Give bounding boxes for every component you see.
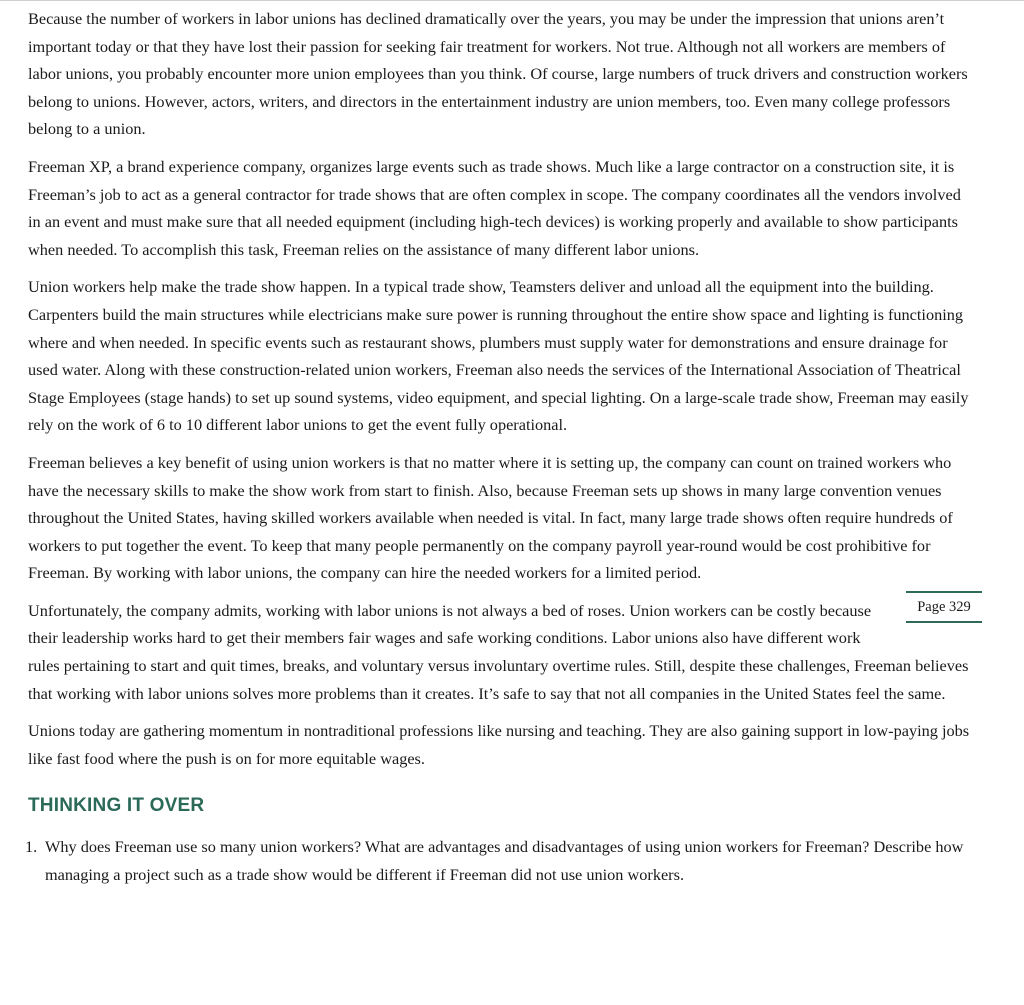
- paragraph-challenges: [28, 597, 976, 707]
- question-text: Why does Freeman use so many union workers? What are advantages and disadvantages of using union workers for Freeman? Describe how managing a project such as a trade show would be different if Freeman did not use union workers.: [45, 837, 964, 885]
- paragraph-intro: Because the number of workers in labor unions has declined dramatically over the years, you may be under the impression that unions aren’t important today or that they have lost their passion for seeking fair treatment for workers. Not true. Although not all workers are members of labor unions, you probably encounter more union employees than you think. Of course, large numbers of truck drivers and construction workers belong to unions. However, actors, writers, and directors in the entertainment industry are union members, too. Even many college professors belong to a union.: [28, 9, 968, 139]
- paragraph-key-benefit: Freeman believes a key benefit of using union workers is that no matter where it is setting up, the company can count on trained workers who have the necessary skills to make the show work from start to finish. Also, because Freeman sets up shows in many large convention venues throughout the United States, having skilled workers available when needed is vital. In fact, many large trade shows often require hundreds of workers to put together the event. To keep that many people permanently on the company payroll year-round would be cost prohibitive for Freeman. By working with labor unions, the company can hire the needed workers for a limited period.: [28, 452, 953, 583]
- question-number: 1.: [25, 837, 38, 857]
- section-heading: THINKING IT OVER: [28, 795, 205, 817]
- top-divider: [0, 0, 1024, 1]
- paragraph-freeman-xp: Freeman XP, a brand experience company, organizes large events such as trade shows. Much like a large contractor on a construction site, it is Freeman’s job to act as a general contractor for trade shows that are often complex in scope. The company coordinates all the vendors involved in an event and must make sure that all needed equipment (including high-tech devices) is working properly and available to show participants when needed. To accomplish this task, Freeman relies on the assistance of many different labor unions.: [28, 156, 961, 259]
- question-item: [25, 833, 976, 888]
- page-number-marker: Page 329: [906, 591, 982, 623]
- paragraph-union-workers: Union workers help make the trade show happen. In a typical trade show, Teamsters deliver and unload all the equipment into the building. Carpenters build the main structures while electricians make sure power is running throughout the entire show space and lighting is functioning where and when needed. In specific events such as restaurant shows, plumbers must supply water for demonstrations and ensure drainage for used water. Along with these construction-related union workers, Freeman also needs the services of the International Association of Theatrical Stage Employees (stage hands) to set up sound systems, video equipment, and special lighting. On a large-scale trade show, Freeman may easily rely on the work of 6 to 10 different labor unions to get the event fully operational.: [28, 277, 969, 435]
- paragraph-challenges-text: Unfortunately, the company admits, working with labor unions is not always a bed of roses. Union workers can be costly because their leadership works hard to get their members fair wages and safe working conditions. Labor unions also have different work rules pertaining to start and quit times, breaks, and voluntary versus involuntary overtime rules. Still, despite these challenges, Freeman believes that working with labor unions solves more problems than it creates. It’s safe to say that not all companies in the United States feel the same.: [28, 600, 969, 703]
- document-body: [25, 5, 976, 889]
- paragraph-momentum: Unions today are gathering momentum in nontraditional professions like nursing and teaching. They are also gaining support in low-paying jobs like fast food where the push is on for more equitable wages.: [28, 721, 970, 768]
